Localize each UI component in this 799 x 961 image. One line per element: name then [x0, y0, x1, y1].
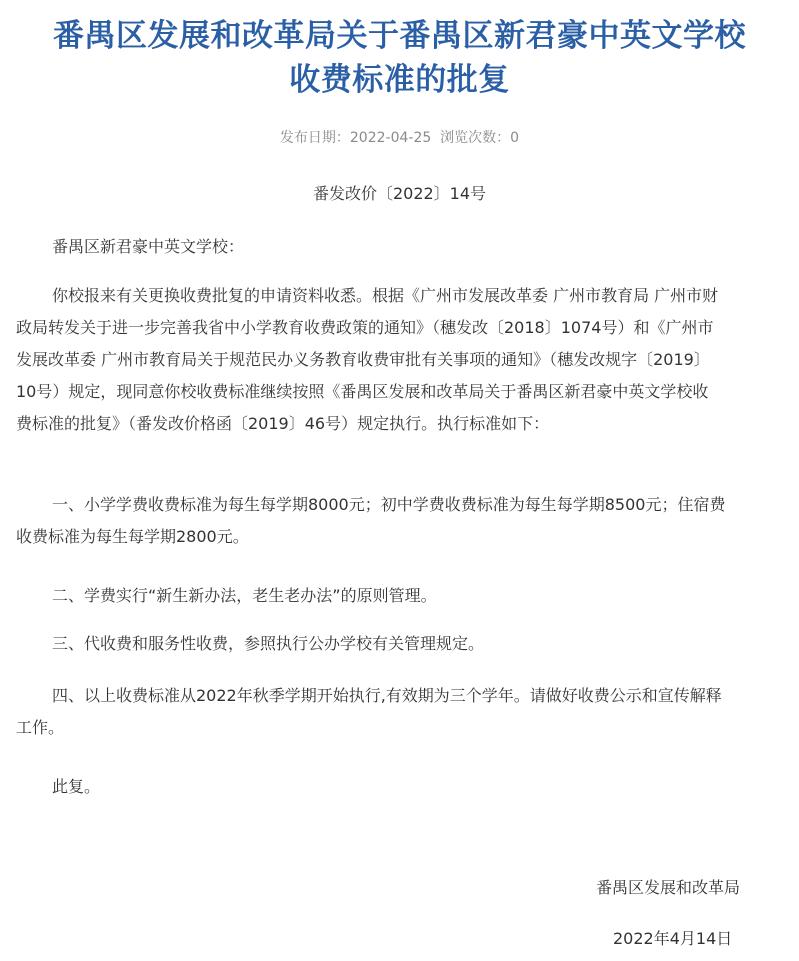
item-1-paragraph: [16, 489, 788, 553]
salutation: 番禺区新君豪中英文学校：: [52, 237, 245, 256]
intro-line: 你校报来有关更换收费批复的申请资料收悉。根据《广州市发展改革委 广州市教育局 广州市财: [52, 286, 719, 305]
intro-line: 10号）规定，现同意你校收费标准继续按照《番禺区发展和改革局关于番禺区新君豪中英文学校收: [16, 382, 709, 401]
view-count-label: 浏览次数：: [440, 130, 511, 146]
page-title: [0, 14, 799, 102]
closing-text: 此复。: [52, 777, 101, 796]
article-meta: [0, 128, 799, 148]
intro-paragraph: [16, 280, 788, 440]
publish-date: 2022-04-25: [349, 130, 432, 146]
item-4-line: 四、以上收费标准从2022年秋季学期开始执行,有效期为三个学年。请做好收费公示和宣传解释: [52, 686, 722, 705]
item-1-line: 收费标准为每生每学期2800元。: [16, 527, 249, 546]
item-1-line: 一、小学学费收费标准为每生每学期8000元；初中学费收费标准为每生每学期8500元；住宿费: [52, 495, 726, 514]
view-count: 0: [510, 130, 520, 146]
signature-org: 番禺区发展和改革局: [596, 878, 741, 897]
item-3-paragraph: 三、代收费和服务性收费，参照执行公办学校有关管理规定。: [52, 634, 485, 653]
intro-line: 政局转发关于进一步完善我省中小学教育收费政策的通知》（穗发改〔2018〕1074号）和《广州市: [16, 318, 714, 337]
item-4-line: 工作。: [16, 718, 65, 737]
item-2-paragraph: 二、学费实行“新生新办法，老生老办法”的原则管理。: [52, 586, 437, 605]
publish-date-label: 发布日期：: [279, 130, 350, 146]
title-line-1: 番禺区发展和改革局关于番禺区新君豪中英文学校: [53, 18, 746, 54]
title-line-2: 收费标准的批复: [289, 62, 510, 98]
document-number: 番发改价〔2022〕14号: [312, 184, 487, 203]
signature-date: 2022年4月14日: [613, 929, 733, 948]
intro-line: 费标准的批复》（番发改价格函〔2019〕46号）规定执行。执行标准如下：: [16, 414, 550, 433]
intro-line: 发展改革委 广州市教育局关于规范民办义务教育收费审批有关事项的通知》（穗发改规字〔2019〕: [16, 350, 710, 369]
item-4-paragraph: [16, 680, 788, 744]
